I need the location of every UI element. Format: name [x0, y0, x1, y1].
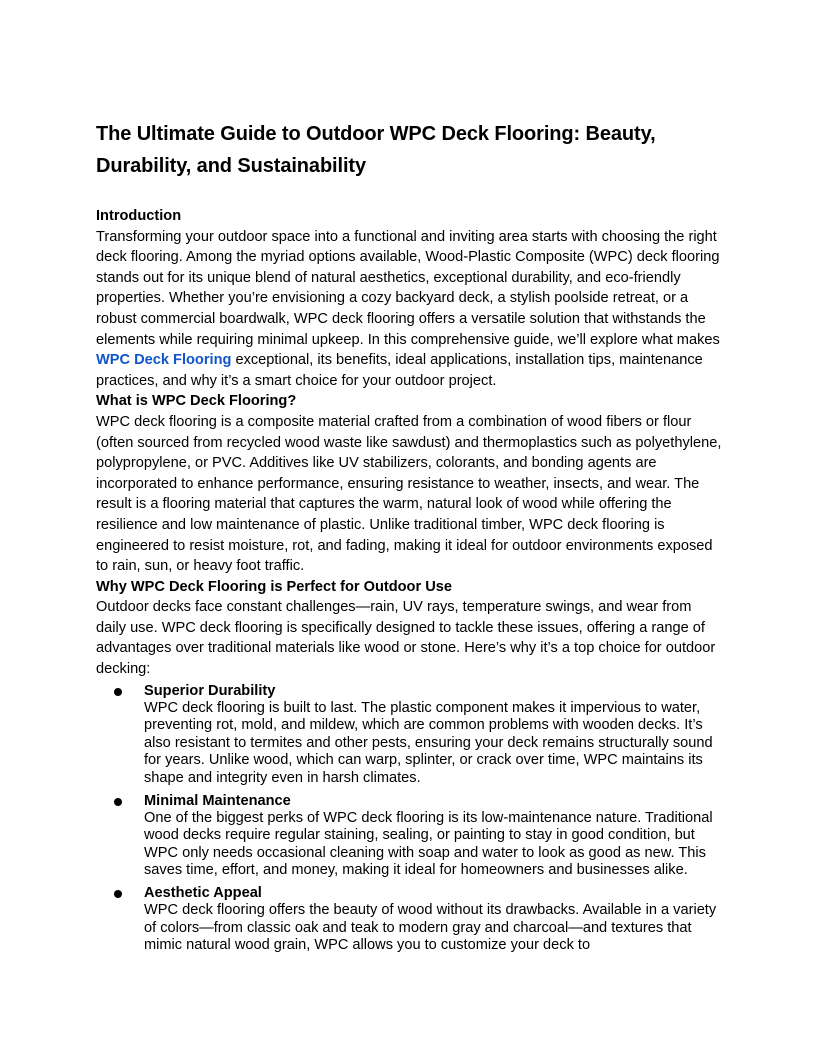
- list-item-text: One of the biggest perks of WPC deck flooring is its low-maintenance nature. Traditional wood decks require regular staining, sealing, or painting to stay in good condition, but WPC only needs occasional cleaning with soap and water to look as good as new. This saves time, effort, and money, making it ideal for homeowners and businesses alike.: [144, 809, 713, 879]
- what-is-paragraph: WPC deck flooring is a composite material crafted from a combination of wood fibers or flour (often sourced from recycled wood waste like sawdust) and thermoplastics such as polyethylene, polypropylene, or PVC. Additives like UV stabilizers, colorants, and bonding agents are incorporated to enhance performance, ensuring resistance to weather, insects, and wear. The result is a flooring material that captures the warm, natural look of wood while offering the resilience and low maintenance of plastic. Unlike traditional timber, WPC deck flooring is engineered to resist moisture, rot, and fading, making it ideal for outdoor environments exposed to rain, sun, or heavy foot traffic.: [96, 413, 722, 575]
- list-item-text: WPC deck flooring offers the beauty of wood without its drawbacks. Available in a variety of colors—from classic oak and teak to modern gray and charcoal—and textures that mimic natural wood grain, WPC allows you to customize your deck to: [144, 902, 717, 954]
- list-item: [144, 792, 724, 880]
- list-item-title: Minimal Maintenance: [144, 792, 291, 809]
- section-heading-introduction: Introduction: [96, 208, 182, 224]
- introduction-paragraph: [96, 227, 724, 392]
- introduction-text-after-link: exceptional, its benefits, ideal applications, installation tips, maintenance practices, and why it’s a smart choice for your outdoor project.: [96, 352, 703, 389]
- list-item-title: Aesthetic Appeal: [144, 885, 262, 901]
- wpc-deck-flooring-link[interactable]: WPC Deck Flooring: [96, 352, 232, 369]
- section-heading-what-is: What is WPC Deck Flooring?: [96, 393, 297, 410]
- bullet-icon: [114, 890, 122, 898]
- list-item-title: Superior Durability: [144, 682, 276, 699]
- list-item: [144, 682, 724, 788]
- benefits-list: [96, 682, 724, 955]
- list-item: [144, 884, 724, 955]
- why-outdoor-paragraph: Outdoor decks face constant challenges—rain, UV rays, temperature swings, and wear from daily use. WPC deck flooring is specifically designed to tackle these issues, offering a range of advantages over traditional materials like wood or stone. Here’s why it’s a top choice for outdoor decking:: [96, 599, 716, 678]
- document-title: The Ultimate Guide to Outdoor WPC Deck Flooring: Beauty, Durability, and Sustainability: [96, 123, 656, 177]
- introduction-text-before-link: Transforming your outdoor space into a functional and inviting area starts with choosing the right deck flooring. Among the myriad options available, Wood-Plastic Composite (WPC) deck flooring stands out for its unique blend of natural aesthetics, exceptional durability, and eco-friendly properties. Whether you’re envisioning a cozy backyard deck, a stylish poolside retreat, or a robust commercial boardwalk, WPC deck flooring offers a versatile solution that withstands the elements while requiring minimal upkeep. In this comprehensive guide, we’ll explore what makes: [96, 228, 720, 348]
- section-heading-why-outdoor: Why WPC Deck Flooring is Perfect for Outdoor Use: [96, 578, 452, 595]
- bullet-icon: [114, 688, 122, 696]
- list-item-text: WPC deck flooring is built to last. The plastic component makes it impervious to water, preventing rot, mold, and mildew, which are common problems with wooden decks. It’s also resistant to termites and other pests, ensuring your deck remains structurally sound for years. Unlike wood, which can warp, splinter, or crack over time, WPC maintains its shape and integrity even in harsh climates.: [144, 699, 713, 787]
- bullet-icon: [114, 798, 122, 806]
- document-page: [96, 118, 724, 959]
